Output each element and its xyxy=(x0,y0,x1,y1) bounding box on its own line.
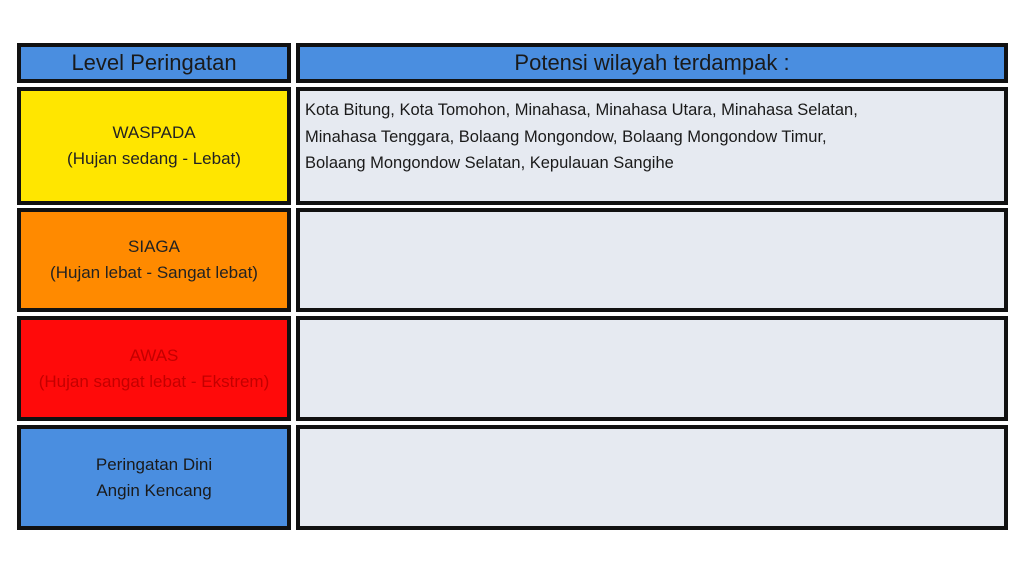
level-description: (Hujan sangat lebat - Ekstrem) xyxy=(38,371,270,391)
area-cell-awas xyxy=(296,316,1008,421)
header-potensi-wilayah xyxy=(296,43,1008,83)
header-area-label: Potensi wilayah terdampak : xyxy=(514,50,790,75)
level-description: (Hujan sedang - Lebat) xyxy=(67,149,241,168)
header-level-label: Level Peringatan xyxy=(71,50,237,75)
area-cell-siaga xyxy=(296,208,1008,312)
area-line: Minahasa Tenggara, Bolaang Mongondow, Bolaang Mongondow Timur, xyxy=(305,127,827,146)
header-level-peringatan xyxy=(17,43,291,83)
area-cell-peringatan-dini xyxy=(296,425,1008,530)
level-cell-awas xyxy=(17,316,291,421)
level-name: AWAS xyxy=(129,345,179,365)
level-name: SIAGA xyxy=(128,237,180,256)
area-line: Kota Bitung, Kota Tomohon, Minahasa, Minahasa Utara, Minahasa Selatan, xyxy=(305,101,858,119)
area-line: Bolaang Mongondow Selatan, Kepulauan Sangihe xyxy=(305,154,674,172)
level-cell-peringatan-dini xyxy=(17,425,291,530)
area-cell-waspada xyxy=(296,87,1008,205)
level-cell-waspada xyxy=(17,87,291,205)
level-name: Peringatan Dini xyxy=(95,454,213,474)
level-description: (Hujan lebat - Sangat lebat) xyxy=(50,263,258,282)
level-description: Angin Kencang xyxy=(96,480,212,500)
level-name: WASPADA xyxy=(112,123,196,142)
level-cell-siaga xyxy=(17,208,291,312)
